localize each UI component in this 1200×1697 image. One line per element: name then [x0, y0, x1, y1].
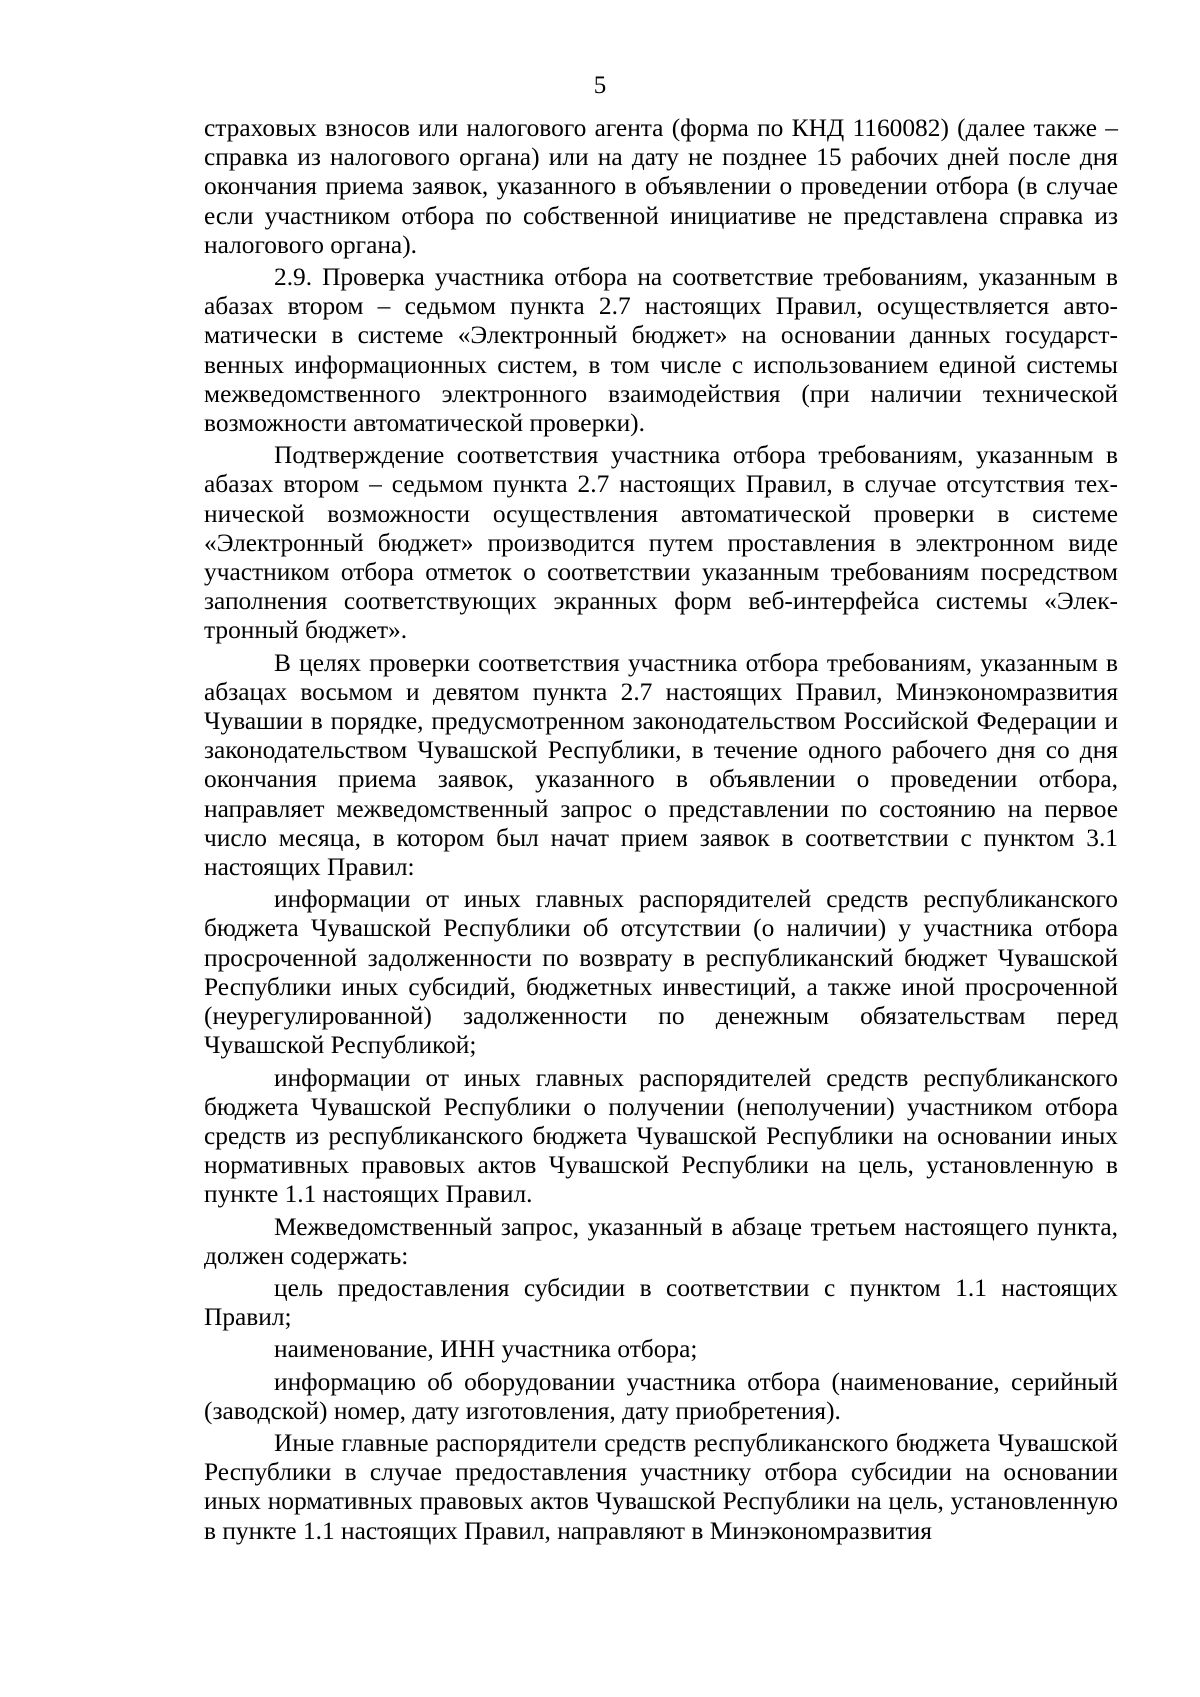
paragraph-4: В целях проверки соответствия участника отбора требованиям, указанным в абзацах восьмом и девятом пункта 2.7 настоящих Правил, Минэкономразвития Чувашии в порядке, предусмотренном законодательством Российской Федерации и законодательством Чувашской Республики, в течение одного рабочего дня со дня окончания приема заявок, указанного в объявлении о проведении отбора, направляет межведомственный запрос о представлении по состоянию на первое число месяца, в котором был начат прием заявок в соответствии с пунктом 3.1 настоящих Правил:	[204, 648, 1118, 882]
paragraph-3: Подтверждение соответствия участника отбора требованиям, указанным в абазах втором – седьмом пункта 2.7 настоящих Правил, в случае отсутствия технической возможности осуществления автоматической проверки в системе «Электронный бюджет» производится путем проставления в электронном виде участником отбора отметок о соответствии указанным требованиям посредством заполнения соответствующих экранных форм веб-интерфейса системы «Электронный бюджет».	[204, 441, 1118, 645]
paragraph-11: Иные главные распорядители средств республиканского бюджета Чувашской Республики в случае предоставления участнику отбора субсидии на основании иных нормативных правовых актов Чувашской Республики на цель, установленную в пункте 1.1 настоящих Правил, направляют в Минэкономразвития	[204, 1428, 1118, 1545]
paragraph-7: Межведомственный запрос, указанный в абзаце третьем настоящего пункта, должен содержать:	[204, 1212, 1118, 1270]
paragraph-10: информацию об оборудовании участника отбора (наименование, серийный (заводской) номер, дату изготовления, дату приобретения).	[204, 1367, 1118, 1425]
paragraph-1: страховых взносов или налогового агента (форма по КНД 1160082) (далее также – справка из налогового органа) или на дату не позднее 15 рабочих дней после дня окончания приема заявок, указанного в объявлении о проведении отбора (в случае если участником отбора по собственной инициативе не представлена справка из налогового органа).	[204, 114, 1118, 259]
paragraph-8: цель предоставления субсидии в соответствии с пунктом 1.1 настоящих Правил;	[204, 1273, 1118, 1332]
paragraph-5: информации от иных главных распорядителей средств республиканского бюджета Чувашской Республики об отсутствии (о наличии) у участника отбора просроченной задолженности по возврату в республиканский бюджет Чувашской Республики иных субсидий, бюджетных инвестиций, а также иной просроченной (неурегулированной) задолженности по денежным обязательствам перед Чувашской Республикой;	[204, 885, 1118, 1060]
paragraph-6: информации от иных главных распорядителей средств республиканского бюджета Чувашской Республики о получении (неполучении) участником отбора средств из республиканского бюджета Чувашской Республики на основании иных нормативных правовых актов Чувашской Республики на цель, установленную в пункте 1.1 настоящих Правил.	[204, 1063, 1118, 1209]
paragraph-9: наименование, ИНН участника отбора;	[274, 1335, 698, 1364]
paragraph-2: 2.9. Проверка участника отбора на соответствие требованиям, указанным в абазах втором – седьмом пункта 2.7 настоящих Правил, осуществляется автоматически в системе «Электронный бюджет» на основании данных государственных информационных систем, в том числе с использованием единой системы межведомственного электронного взаимодействия (при наличии технической возможности автоматической проверки).	[204, 263, 1118, 438]
page-number: 5	[593, 72, 607, 99]
document-body	[204, 114, 1118, 1549]
